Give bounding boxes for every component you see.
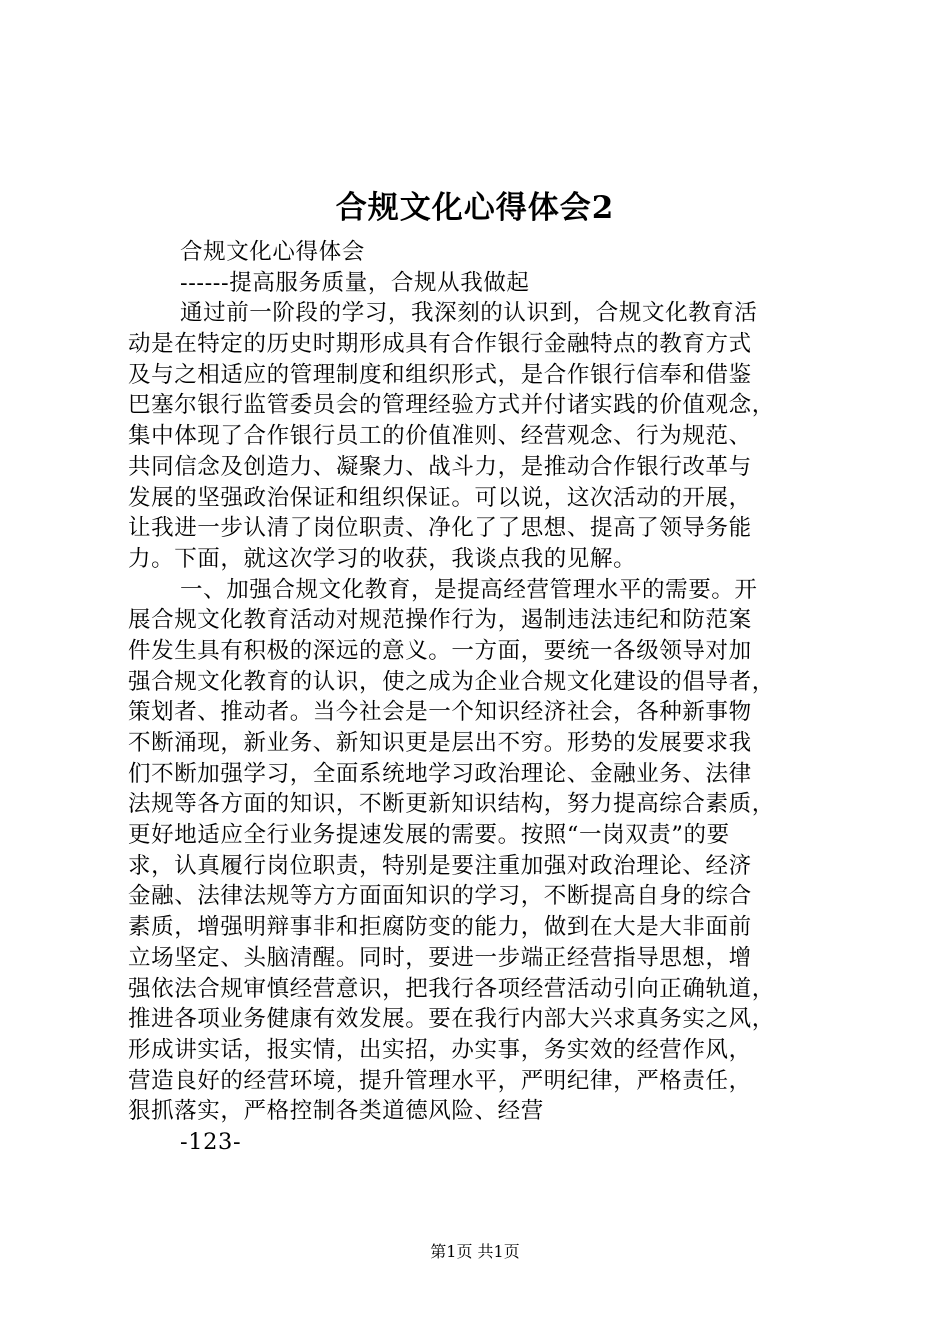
text-line: 推进各项业务健康有效发展。要在我行内部大兴求真务实之风， xyxy=(128,1006,775,1033)
text-line: ------提高服务质量，合规从我做起 xyxy=(180,269,530,296)
text-line: 狠抓落实，严格控制各类道德风险、经营 xyxy=(128,1098,544,1125)
text-line: 们不断加强学习，全面系统地学习政治理论、金融业务、法律 xyxy=(128,760,752,787)
text-line: 不断涌现，新业务、新知识更是层出不穷。形势的发展要求我 xyxy=(128,730,752,756)
text-line: 通过前一阶段的学习，我深刻的认识到，合规文化教育活 xyxy=(180,300,758,327)
text-line: 共同信念及创造力、凝聚力、战斗力，是推动合作银行改革与 xyxy=(128,453,752,480)
document-title: 合规文化心得体会2 xyxy=(335,190,615,226)
text-line: 金融、法律法规等方方面面知识的学习，不断提高自身的综合 xyxy=(128,883,752,910)
text-line: 策划者、推动者。当今社会是一个知识经济社会，各种新事物 xyxy=(128,699,752,726)
text-line: 件发生具有积极的深远的意义。一方面，要统一各级领导对加 xyxy=(128,637,752,664)
text-line: 法规等各方面的知识，不断更新知识结构，努力提高综合素质， xyxy=(128,791,775,818)
text-line: 力。下面，就这次学习的收获，我谈点我的见解。 xyxy=(128,545,637,572)
text-line: 素质，增强明辩事非和拒腐防变的能力，做到在大是大非面前 xyxy=(128,914,752,941)
text-line: 巴塞尔银行监管委员会的管理经验方式并付诸实践的价值观念， xyxy=(128,392,775,419)
text-line: 展合规文化教育活动对规范操作行为，遏制违法违纪和防范案 xyxy=(128,607,752,634)
text-line: 动是在特定的历史时期形成具有合作银行金融特点的教育方式 xyxy=(128,331,752,358)
text-line: -123- xyxy=(180,1128,242,1155)
text-line: 立场坚定、头脑清醒。同时，要进一步端正经营指导思想，增 xyxy=(128,944,752,971)
text-line: 强合规文化教育的认识，使之成为企业合规文化建设的倡导者， xyxy=(128,668,775,695)
text-line: 营造良好的经营环境，提升管理水平，严明纪律，严格责任， xyxy=(128,1067,752,1094)
text-line: 及与之相适应的管理制度和组织形式，是合作银行信奉和借鉴 xyxy=(128,361,752,388)
text-line: 让我进一步认清了岗位职责、净化了了思想、提高了领导务能 xyxy=(128,515,752,542)
text-line: 强依法合规审慎经营意识，把我行各项经营活动引向正确轨道， xyxy=(128,975,775,1002)
text-line: 形成讲实话，报实情，出实招，办实事，务实效的经营作风， xyxy=(128,1036,752,1063)
text-line: 合规文化心得体会 xyxy=(180,239,365,265)
text-line: 更好地适应全行业务提速发展的需要。按照“一岗双责”的要 xyxy=(128,822,730,849)
page-footer: 第1页 共1页 xyxy=(430,1242,520,1261)
text-line: 发展的坚强政治保证和组织保证。可以说，这次活动的开展， xyxy=(128,484,752,511)
text-line: 求，认真履行岗位职责，特别是要注重加强对政治理论、经济 xyxy=(128,852,752,879)
text-line: 一、加强合规文化教育，是提高经营管理水平的需要。开 xyxy=(180,576,758,603)
document-body xyxy=(128,237,840,1158)
text-line: 集中体现了合作银行员工的价值准则、经营观念、行为规范、 xyxy=(128,423,752,450)
